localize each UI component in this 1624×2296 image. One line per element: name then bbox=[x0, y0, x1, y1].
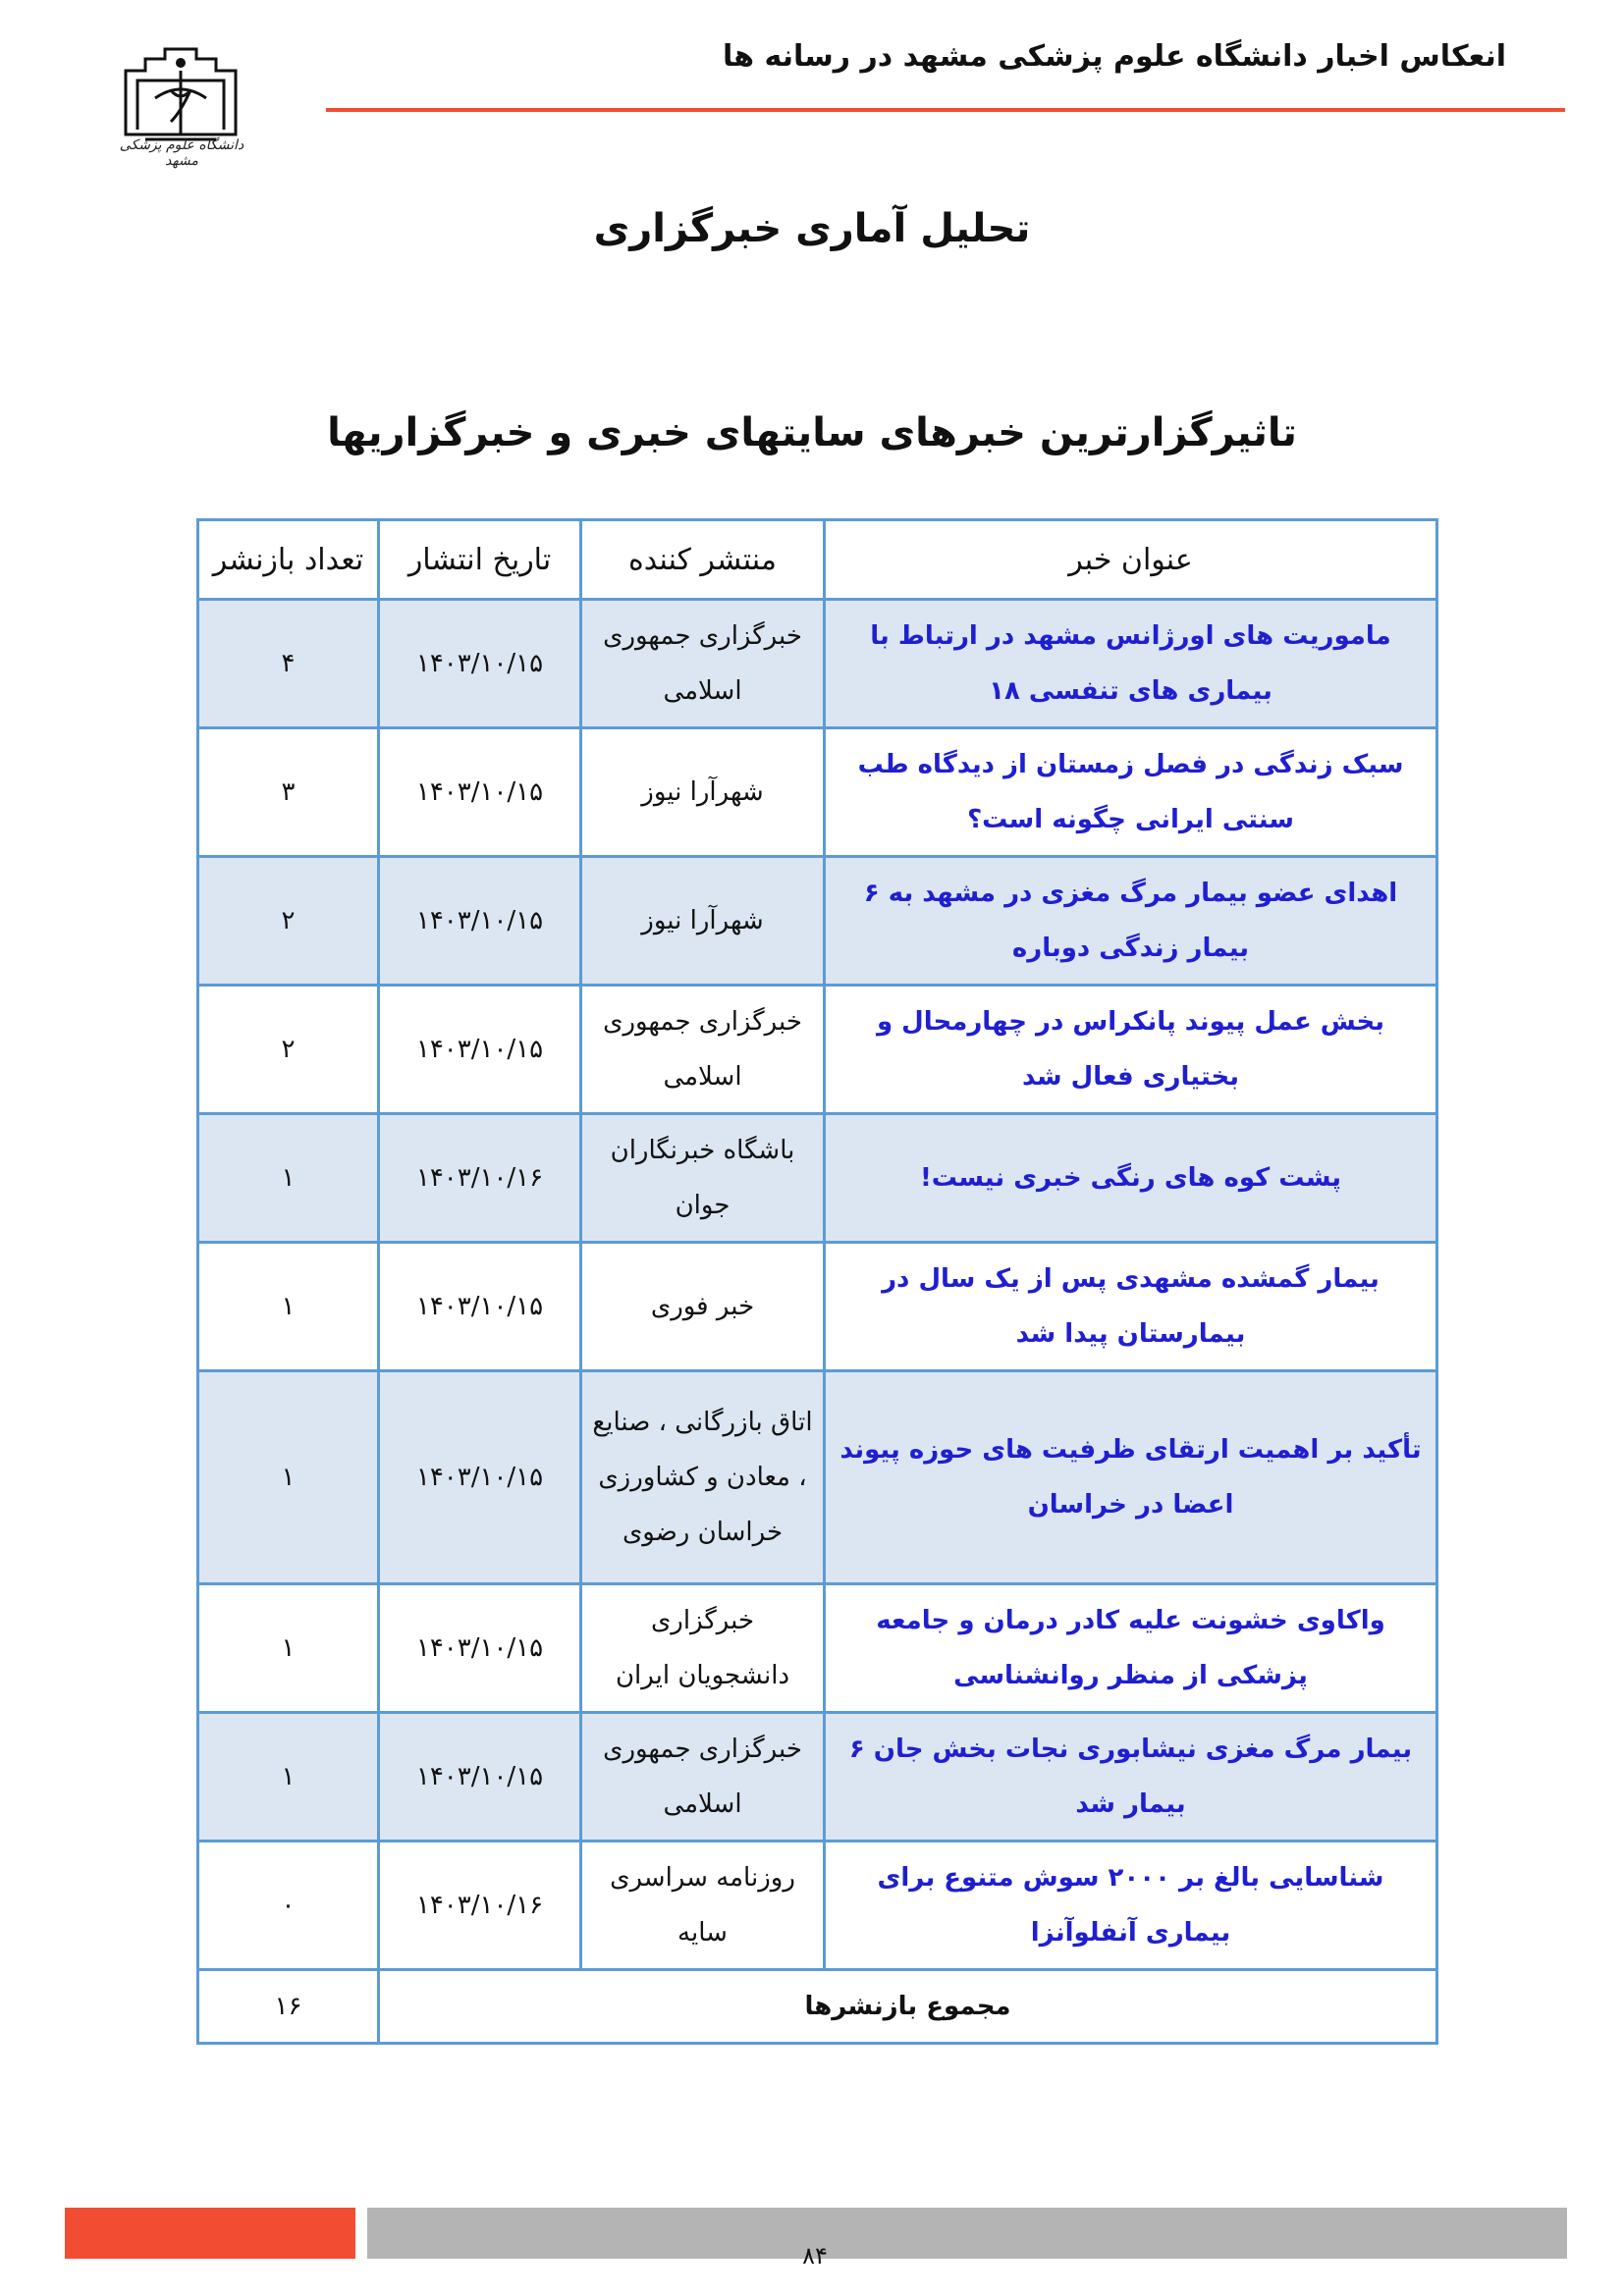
news-title[interactable]: بیمار مرگ مغزی نیشابوری نجات بخش جان ۶ بیمار شد bbox=[825, 1713, 1437, 1842]
republish-count: ۱ bbox=[198, 1243, 379, 1371]
table-row bbox=[198, 1243, 1437, 1371]
republish-count: ۰ bbox=[198, 1842, 379, 1970]
logo-caption: دانشگاه علوم پزشکی مشهد bbox=[119, 137, 244, 169]
news-title[interactable]: شناسایی بالغ بر ۲۰۰۰ سوش متنوع برای بیماری آنفلوآنزا bbox=[825, 1842, 1437, 1970]
news-title[interactable]: سبک زندگی در فصل زمستان از دیدگاه طب سنتی ایرانی چگونه است؟ bbox=[825, 728, 1437, 857]
publish-date: ۱۴۰۳/۱۰/۱۶ bbox=[379, 1114, 581, 1243]
republish-count: ۲ bbox=[198, 857, 379, 986]
footer-bar bbox=[367, 2208, 1567, 2259]
table-header-row bbox=[198, 520, 1437, 600]
table-row bbox=[198, 986, 1437, 1114]
publish-date: ۱۴۰۳/۱۰/۱۵ bbox=[379, 1371, 581, 1584]
publisher: اتاق بازرگانی ، صنایع ، معادن و کشاورزی خراسان رضوی bbox=[581, 1371, 825, 1584]
footer-accent-bar bbox=[65, 2208, 355, 2259]
news-title[interactable]: تأکید بر اهمیت ارتقای ظرفیت های حوزه پیوند اعضا در خراسان bbox=[825, 1371, 1437, 1584]
publish-date: ۱۴۰۳/۱۰/۱۵ bbox=[379, 857, 581, 986]
publish-date: ۱۴۰۳/۱۰/۱۵ bbox=[379, 986, 581, 1114]
column-header-date: تاریخ انتشار bbox=[379, 520, 581, 600]
column-header-title: عنوان خبر bbox=[825, 520, 1437, 600]
publish-date: ۱۴۰۳/۱۰/۱۵ bbox=[379, 1713, 581, 1842]
total-row bbox=[198, 1970, 1437, 2044]
total-value: ۱۶ bbox=[198, 1970, 379, 2044]
publish-date: ۱۴۰۳/۱۰/۱۵ bbox=[379, 1584, 581, 1713]
news-title[interactable]: پشت کوه های رنگی خبری نیست! bbox=[825, 1114, 1437, 1243]
publish-date: ۱۴۰۳/۱۰/۱۵ bbox=[379, 600, 581, 728]
header-divider bbox=[326, 108, 1565, 112]
table-row bbox=[198, 1371, 1437, 1584]
table-row bbox=[198, 857, 1437, 986]
table-row bbox=[198, 1713, 1437, 1842]
republish-count: ۴ bbox=[198, 600, 379, 728]
publisher: خبرگزاری جمهوری اسلامی bbox=[581, 986, 825, 1114]
column-header-count: تعداد بازنشر bbox=[198, 520, 379, 600]
news-title[interactable]: اهدای عضو بیمار مرگ مغزی در مشهد به ۶ بیمار زندگی دوباره bbox=[825, 857, 1437, 986]
publisher: خبر فوری bbox=[581, 1243, 825, 1371]
page-heading: تحلیل آماری خبرگزاری bbox=[593, 206, 1031, 251]
publish-date: ۱۴۰۳/۱۰/۱۵ bbox=[379, 728, 581, 857]
republish-count: ۳ bbox=[198, 728, 379, 857]
news-title[interactable]: ماموریت های اورژانس مشهد در ارتباط با بیماری های تنفسی ۱۸ bbox=[825, 600, 1437, 728]
news-title[interactable]: بیمار گمشده مشهدی پس از یک سال در بیمارستان پیدا شد bbox=[825, 1243, 1437, 1371]
header-title: انعکاس اخبار دانشگاه علوم پزشکی مشهد در رسانه ها bbox=[723, 39, 1506, 74]
publish-date: ۱۴۰۳/۱۰/۱۶ bbox=[379, 1842, 581, 1970]
table-row bbox=[198, 600, 1437, 728]
publisher: خبرگزاری جمهوری اسلامی bbox=[581, 1713, 825, 1842]
republish-count: ۲ bbox=[198, 986, 379, 1114]
news-stats-table bbox=[196, 518, 1438, 2045]
table-row bbox=[198, 1584, 1437, 1713]
publisher: روزنامه سراسری سایه bbox=[581, 1842, 825, 1970]
column-header-publisher: منتشر کننده bbox=[581, 520, 825, 600]
publisher: باشگاه خبرنگاران جوان bbox=[581, 1114, 825, 1243]
section-heading: تاثیرگزارترین خبرهای سایتهای خبری و خبرگزاریها bbox=[327, 410, 1297, 455]
publisher: خبرگزاری جمهوری اسلامی bbox=[581, 600, 825, 728]
republish-count: ۱ bbox=[198, 1371, 379, 1584]
news-title[interactable]: واکاوی خشونت علیه کادر درمان و جامعه پزشکی از منظر روانشناسی bbox=[825, 1584, 1437, 1713]
table-row bbox=[198, 1114, 1437, 1243]
table-row bbox=[198, 728, 1437, 857]
news-title[interactable]: بخش عمل پیوند پانکراس در چهارمحال و بختیاری فعال شد bbox=[825, 986, 1437, 1114]
table-row bbox=[198, 1842, 1437, 1970]
publish-date: ۱۴۰۳/۱۰/۱۵ bbox=[379, 1243, 581, 1371]
page-number: ۸۴ bbox=[802, 2242, 828, 2269]
republish-count: ۱ bbox=[198, 1114, 379, 1243]
publisher: شهرآرا نیوز bbox=[581, 857, 825, 986]
publisher: خبرگزاری دانشجویان ایران bbox=[581, 1584, 825, 1713]
republish-count: ۱ bbox=[198, 1584, 379, 1713]
republish-count: ۱ bbox=[198, 1713, 379, 1842]
total-label: مجموع بازنشرها bbox=[379, 1970, 1437, 2044]
publisher: شهرآرا نیوز bbox=[581, 728, 825, 857]
